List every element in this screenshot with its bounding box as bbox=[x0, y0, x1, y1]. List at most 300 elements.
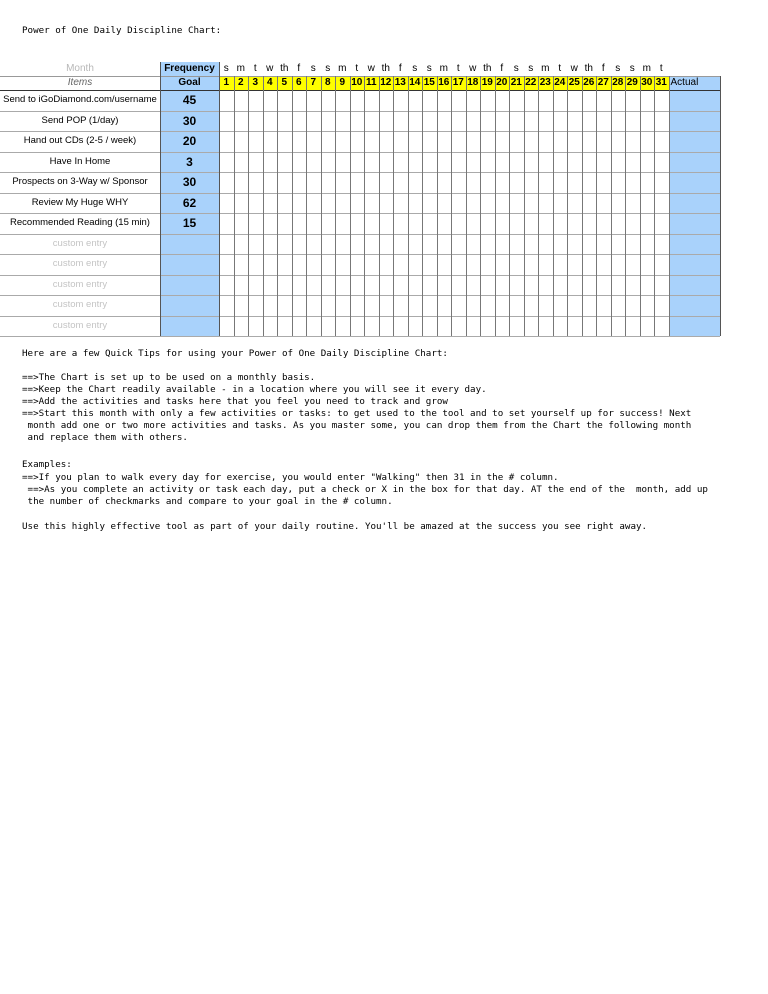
day-checkbox[interactable] bbox=[538, 275, 553, 296]
day-checkbox[interactable] bbox=[654, 172, 669, 193]
day-checkbox[interactable] bbox=[625, 152, 640, 173]
day-checkbox[interactable] bbox=[408, 172, 423, 193]
day-checkbox[interactable] bbox=[408, 111, 423, 132]
day-checkbox[interactable] bbox=[495, 234, 510, 255]
day-checkbox[interactable] bbox=[625, 295, 640, 316]
day-checkbox[interactable] bbox=[611, 213, 626, 234]
day-checkbox[interactable] bbox=[379, 234, 394, 255]
day-checkbox[interactable] bbox=[567, 254, 582, 275]
day-checkbox[interactable] bbox=[393, 131, 408, 152]
day-checkbox[interactable] bbox=[596, 316, 611, 337]
day-checkbox[interactable] bbox=[654, 193, 669, 214]
day-checkbox[interactable] bbox=[553, 275, 568, 296]
day-checkbox[interactable] bbox=[596, 193, 611, 214]
day-checkbox[interactable] bbox=[393, 111, 408, 132]
day-checkbox[interactable] bbox=[219, 131, 234, 152]
day-checkbox[interactable] bbox=[234, 295, 249, 316]
day-checkbox[interactable] bbox=[654, 131, 669, 152]
day-checkbox[interactable] bbox=[451, 90, 466, 111]
day-checkbox[interactable] bbox=[248, 193, 263, 214]
actual-value[interactable] bbox=[669, 295, 721, 316]
day-checkbox[interactable] bbox=[625, 234, 640, 255]
goal-value[interactable] bbox=[160, 275, 219, 296]
day-checkbox[interactable] bbox=[321, 254, 336, 275]
day-checkbox[interactable] bbox=[451, 275, 466, 296]
day-checkbox[interactable] bbox=[495, 193, 510, 214]
day-checkbox[interactable] bbox=[437, 111, 452, 132]
item-label[interactable]: custom entry bbox=[52, 278, 108, 290]
item-label[interactable]: custom entry bbox=[52, 319, 108, 331]
day-checkbox[interactable] bbox=[364, 213, 379, 234]
day-checkbox[interactable] bbox=[553, 152, 568, 173]
day-checkbox[interactable] bbox=[654, 254, 669, 275]
actual-value[interactable] bbox=[669, 234, 721, 255]
day-checkbox[interactable] bbox=[625, 275, 640, 296]
day-checkbox[interactable] bbox=[422, 316, 437, 337]
day-checkbox[interactable] bbox=[277, 295, 292, 316]
day-checkbox[interactable] bbox=[248, 172, 263, 193]
day-checkbox[interactable] bbox=[350, 213, 365, 234]
day-checkbox[interactable] bbox=[306, 131, 321, 152]
day-checkbox[interactable] bbox=[567, 213, 582, 234]
day-checkbox[interactable] bbox=[422, 295, 437, 316]
day-checkbox[interactable] bbox=[611, 193, 626, 214]
item-label[interactable]: custom entry bbox=[52, 299, 108, 310]
day-checkbox[interactable] bbox=[538, 213, 553, 234]
day-checkbox[interactable] bbox=[611, 295, 626, 316]
actual-value[interactable] bbox=[669, 131, 721, 152]
day-checkbox[interactable] bbox=[277, 172, 292, 193]
day-checkbox[interactable] bbox=[335, 90, 350, 111]
day-checkbox[interactable] bbox=[611, 90, 626, 111]
day-checkbox[interactable] bbox=[277, 111, 292, 132]
day-checkbox[interactable] bbox=[306, 90, 321, 111]
day-checkbox[interactable] bbox=[466, 172, 481, 193]
day-checkbox[interactable] bbox=[219, 90, 234, 111]
day-checkbox[interactable] bbox=[611, 152, 626, 173]
day-checkbox[interactable] bbox=[509, 131, 524, 152]
day-checkbox[interactable] bbox=[408, 254, 423, 275]
day-checkbox[interactable] bbox=[451, 152, 466, 173]
goal-value[interactable] bbox=[160, 254, 219, 275]
day-checkbox[interactable] bbox=[379, 275, 394, 296]
actual-value[interactable] bbox=[669, 172, 721, 193]
day-checkbox[interactable] bbox=[466, 275, 481, 296]
day-checkbox[interactable] bbox=[321, 193, 336, 214]
day-checkbox[interactable] bbox=[321, 213, 336, 234]
day-checkbox[interactable] bbox=[480, 131, 495, 152]
day-checkbox[interactable] bbox=[582, 193, 597, 214]
day-checkbox[interactable] bbox=[538, 172, 553, 193]
day-checkbox[interactable] bbox=[321, 152, 336, 173]
day-checkbox[interactable] bbox=[364, 131, 379, 152]
actual-value[interactable] bbox=[669, 111, 721, 132]
day-checkbox[interactable] bbox=[480, 254, 495, 275]
day-checkbox[interactable] bbox=[524, 275, 539, 296]
day-checkbox[interactable] bbox=[393, 90, 408, 111]
day-checkbox[interactable] bbox=[596, 254, 611, 275]
day-checkbox[interactable] bbox=[219, 295, 234, 316]
day-checkbox[interactable] bbox=[393, 316, 408, 337]
day-checkbox[interactable] bbox=[248, 316, 263, 337]
day-checkbox[interactable] bbox=[524, 172, 539, 193]
day-checkbox[interactable] bbox=[335, 316, 350, 337]
day-checkbox[interactable] bbox=[611, 172, 626, 193]
day-checkbox[interactable] bbox=[263, 152, 278, 173]
day-checkbox[interactable] bbox=[321, 90, 336, 111]
day-checkbox[interactable] bbox=[654, 152, 669, 173]
day-checkbox[interactable] bbox=[480, 111, 495, 132]
day-checkbox[interactable] bbox=[408, 316, 423, 337]
day-checkbox[interactable] bbox=[596, 131, 611, 152]
day-checkbox[interactable] bbox=[335, 111, 350, 132]
day-checkbox[interactable] bbox=[234, 172, 249, 193]
day-checkbox[interactable] bbox=[567, 111, 582, 132]
day-checkbox[interactable] bbox=[596, 111, 611, 132]
day-checkbox[interactable] bbox=[582, 234, 597, 255]
day-checkbox[interactable] bbox=[364, 275, 379, 296]
day-checkbox[interactable] bbox=[524, 295, 539, 316]
day-checkbox[interactable] bbox=[350, 193, 365, 214]
item-label[interactable]: Recommended Reading (15 min) bbox=[10, 217, 150, 228]
day-checkbox[interactable] bbox=[277, 316, 292, 337]
day-checkbox[interactable] bbox=[350, 275, 365, 296]
day-checkbox[interactable] bbox=[422, 131, 437, 152]
day-checkbox[interactable] bbox=[234, 316, 249, 337]
day-checkbox[interactable] bbox=[248, 275, 263, 296]
day-checkbox[interactable] bbox=[640, 90, 655, 111]
item-label[interactable]: custom entry bbox=[52, 258, 108, 269]
day-checkbox[interactable] bbox=[495, 316, 510, 337]
day-checkbox[interactable] bbox=[640, 295, 655, 316]
day-checkbox[interactable] bbox=[437, 152, 452, 173]
day-checkbox[interactable] bbox=[350, 295, 365, 316]
day-checkbox[interactable] bbox=[292, 152, 307, 173]
day-checkbox[interactable] bbox=[292, 213, 307, 234]
day-checkbox[interactable] bbox=[422, 90, 437, 111]
day-checkbox[interactable] bbox=[321, 111, 336, 132]
day-checkbox[interactable] bbox=[451, 193, 466, 214]
day-checkbox[interactable] bbox=[495, 111, 510, 132]
day-checkbox[interactable] bbox=[306, 295, 321, 316]
day-checkbox[interactable] bbox=[306, 152, 321, 173]
day-checkbox[interactable] bbox=[596, 295, 611, 316]
day-checkbox[interactable] bbox=[350, 111, 365, 132]
day-checkbox[interactable] bbox=[553, 131, 568, 152]
day-checkbox[interactable] bbox=[596, 213, 611, 234]
item-label[interactable]: Review My Huge WHY bbox=[31, 196, 129, 208]
day-checkbox[interactable] bbox=[524, 90, 539, 111]
day-checkbox[interactable] bbox=[292, 131, 307, 152]
day-checkbox[interactable] bbox=[567, 193, 582, 214]
day-checkbox[interactable] bbox=[263, 131, 278, 152]
goal-value[interactable] bbox=[160, 316, 219, 337]
day-checkbox[interactable] bbox=[379, 131, 394, 152]
day-checkbox[interactable] bbox=[350, 152, 365, 173]
day-checkbox[interactable] bbox=[480, 152, 495, 173]
day-checkbox[interactable] bbox=[553, 193, 568, 214]
day-checkbox[interactable] bbox=[654, 111, 669, 132]
day-checkbox[interactable] bbox=[263, 316, 278, 337]
day-checkbox[interactable] bbox=[364, 254, 379, 275]
day-checkbox[interactable] bbox=[248, 234, 263, 255]
day-checkbox[interactable] bbox=[437, 275, 452, 296]
day-checkbox[interactable] bbox=[654, 234, 669, 255]
item-label[interactable]: Prospects on 3-Way w/ Sponsor bbox=[12, 176, 148, 187]
day-checkbox[interactable] bbox=[611, 131, 626, 152]
day-checkbox[interactable] bbox=[393, 193, 408, 214]
day-checkbox[interactable] bbox=[524, 316, 539, 337]
day-checkbox[interactable] bbox=[582, 254, 597, 275]
day-checkbox[interactable] bbox=[553, 172, 568, 193]
day-checkbox[interactable] bbox=[263, 193, 278, 214]
day-checkbox[interactable] bbox=[321, 172, 336, 193]
day-checkbox[interactable] bbox=[321, 275, 336, 296]
day-checkbox[interactable] bbox=[466, 111, 481, 132]
day-checkbox[interactable] bbox=[625, 213, 640, 234]
day-checkbox[interactable] bbox=[350, 254, 365, 275]
day-checkbox[interactable] bbox=[451, 172, 466, 193]
day-checkbox[interactable] bbox=[422, 111, 437, 132]
day-checkbox[interactable] bbox=[480, 234, 495, 255]
day-checkbox[interactable] bbox=[292, 172, 307, 193]
day-checkbox[interactable] bbox=[248, 152, 263, 173]
day-checkbox[interactable] bbox=[350, 90, 365, 111]
day-checkbox[interactable] bbox=[538, 254, 553, 275]
day-checkbox[interactable] bbox=[277, 234, 292, 255]
day-checkbox[interactable] bbox=[292, 90, 307, 111]
day-checkbox[interactable] bbox=[234, 213, 249, 234]
day-checkbox[interactable] bbox=[466, 295, 481, 316]
item-label[interactable]: Send POP (1/day) bbox=[41, 114, 119, 126]
day-checkbox[interactable] bbox=[263, 234, 278, 255]
day-checkbox[interactable] bbox=[306, 213, 321, 234]
day-checkbox[interactable] bbox=[567, 152, 582, 173]
day-checkbox[interactable] bbox=[509, 172, 524, 193]
day-checkbox[interactable] bbox=[611, 275, 626, 296]
day-checkbox[interactable] bbox=[219, 111, 234, 132]
day-checkbox[interactable] bbox=[640, 131, 655, 152]
day-checkbox[interactable] bbox=[625, 316, 640, 337]
day-checkbox[interactable] bbox=[306, 316, 321, 337]
day-checkbox[interactable] bbox=[524, 213, 539, 234]
day-checkbox[interactable] bbox=[553, 254, 568, 275]
day-checkbox[interactable] bbox=[393, 254, 408, 275]
day-checkbox[interactable] bbox=[524, 254, 539, 275]
day-checkbox[interactable] bbox=[306, 172, 321, 193]
day-checkbox[interactable] bbox=[408, 295, 423, 316]
day-checkbox[interactable] bbox=[393, 275, 408, 296]
day-checkbox[interactable] bbox=[437, 90, 452, 111]
day-checkbox[interactable] bbox=[379, 254, 394, 275]
day-checkbox[interactable] bbox=[422, 213, 437, 234]
day-checkbox[interactable] bbox=[495, 172, 510, 193]
day-checkbox[interactable] bbox=[567, 131, 582, 152]
day-checkbox[interactable] bbox=[277, 275, 292, 296]
day-checkbox[interactable] bbox=[219, 172, 234, 193]
actual-value[interactable] bbox=[669, 152, 721, 173]
item-label[interactable]: Have In Home bbox=[49, 155, 111, 167]
day-checkbox[interactable] bbox=[625, 111, 640, 132]
day-checkbox[interactable] bbox=[654, 275, 669, 296]
goal-value[interactable]: 62 bbox=[160, 193, 219, 214]
day-checkbox[interactable] bbox=[234, 254, 249, 275]
day-checkbox[interactable] bbox=[277, 213, 292, 234]
day-checkbox[interactable] bbox=[219, 254, 234, 275]
day-checkbox[interactable] bbox=[596, 234, 611, 255]
day-checkbox[interactable] bbox=[538, 234, 553, 255]
day-checkbox[interactable] bbox=[466, 213, 481, 234]
day-checkbox[interactable] bbox=[509, 111, 524, 132]
day-checkbox[interactable] bbox=[292, 275, 307, 296]
day-checkbox[interactable] bbox=[480, 316, 495, 337]
day-checkbox[interactable] bbox=[495, 254, 510, 275]
day-checkbox[interactable] bbox=[582, 152, 597, 173]
day-checkbox[interactable] bbox=[625, 193, 640, 214]
day-checkbox[interactable] bbox=[611, 234, 626, 255]
day-checkbox[interactable] bbox=[567, 172, 582, 193]
day-checkbox[interactable] bbox=[306, 111, 321, 132]
day-checkbox[interactable] bbox=[422, 234, 437, 255]
day-checkbox[interactable] bbox=[582, 316, 597, 337]
day-checkbox[interactable] bbox=[553, 234, 568, 255]
day-checkbox[interactable] bbox=[234, 90, 249, 111]
day-checkbox[interactable] bbox=[654, 213, 669, 234]
actual-value[interactable] bbox=[669, 90, 721, 111]
day-checkbox[interactable] bbox=[495, 90, 510, 111]
day-checkbox[interactable] bbox=[379, 213, 394, 234]
day-checkbox[interactable] bbox=[408, 275, 423, 296]
goal-value[interactable]: 15 bbox=[160, 213, 219, 234]
actual-value[interactable] bbox=[669, 275, 721, 296]
day-checkbox[interactable] bbox=[451, 111, 466, 132]
day-checkbox[interactable] bbox=[524, 152, 539, 173]
day-checkbox[interactable] bbox=[509, 254, 524, 275]
day-checkbox[interactable] bbox=[263, 254, 278, 275]
day-checkbox[interactable] bbox=[538, 295, 553, 316]
day-checkbox[interactable] bbox=[335, 131, 350, 152]
day-checkbox[interactable] bbox=[248, 254, 263, 275]
day-checkbox[interactable] bbox=[567, 316, 582, 337]
day-checkbox[interactable] bbox=[408, 213, 423, 234]
day-checkbox[interactable] bbox=[640, 254, 655, 275]
day-checkbox[interactable] bbox=[640, 275, 655, 296]
day-checkbox[interactable] bbox=[509, 316, 524, 337]
day-checkbox[interactable] bbox=[350, 172, 365, 193]
day-checkbox[interactable] bbox=[263, 90, 278, 111]
day-checkbox[interactable] bbox=[437, 316, 452, 337]
item-label[interactable]: Send to iGoDiamond.com/username bbox=[3, 94, 157, 105]
day-checkbox[interactable] bbox=[263, 275, 278, 296]
day-checkbox[interactable] bbox=[567, 234, 582, 255]
day-checkbox[interactable] bbox=[234, 152, 249, 173]
day-checkbox[interactable] bbox=[292, 316, 307, 337]
day-checkbox[interactable] bbox=[625, 172, 640, 193]
day-checkbox[interactable] bbox=[509, 90, 524, 111]
day-checkbox[interactable] bbox=[466, 152, 481, 173]
day-checkbox[interactable] bbox=[654, 295, 669, 316]
day-checkbox[interactable] bbox=[335, 275, 350, 296]
day-checkbox[interactable] bbox=[248, 295, 263, 316]
day-checkbox[interactable] bbox=[466, 234, 481, 255]
day-checkbox[interactable] bbox=[480, 213, 495, 234]
day-checkbox[interactable] bbox=[625, 254, 640, 275]
day-checkbox[interactable] bbox=[553, 316, 568, 337]
day-checkbox[interactable] bbox=[480, 295, 495, 316]
day-checkbox[interactable] bbox=[596, 152, 611, 173]
day-checkbox[interactable] bbox=[422, 254, 437, 275]
day-checkbox[interactable] bbox=[451, 213, 466, 234]
day-checkbox[interactable] bbox=[248, 90, 263, 111]
day-checkbox[interactable] bbox=[654, 90, 669, 111]
day-checkbox[interactable] bbox=[466, 193, 481, 214]
day-checkbox[interactable] bbox=[321, 131, 336, 152]
item-label[interactable]: Hand out CDs (2-5 / week) bbox=[23, 135, 137, 146]
day-checkbox[interactable] bbox=[306, 275, 321, 296]
day-checkbox[interactable] bbox=[408, 193, 423, 214]
day-checkbox[interactable] bbox=[524, 234, 539, 255]
actual-value[interactable] bbox=[669, 316, 721, 337]
day-checkbox[interactable] bbox=[350, 131, 365, 152]
day-checkbox[interactable] bbox=[437, 193, 452, 214]
goal-value[interactable]: 30 bbox=[160, 172, 219, 193]
day-checkbox[interactable] bbox=[379, 111, 394, 132]
day-checkbox[interactable] bbox=[509, 152, 524, 173]
day-checkbox[interactable] bbox=[422, 275, 437, 296]
day-checkbox[interactable] bbox=[364, 316, 379, 337]
day-checkbox[interactable] bbox=[321, 295, 336, 316]
day-checkbox[interactable] bbox=[248, 111, 263, 132]
day-checkbox[interactable] bbox=[277, 152, 292, 173]
day-checkbox[interactable] bbox=[509, 295, 524, 316]
day-checkbox[interactable] bbox=[553, 111, 568, 132]
day-checkbox[interactable] bbox=[335, 213, 350, 234]
day-checkbox[interactable] bbox=[466, 316, 481, 337]
day-checkbox[interactable] bbox=[480, 193, 495, 214]
day-checkbox[interactable] bbox=[437, 213, 452, 234]
day-checkbox[interactable] bbox=[582, 275, 597, 296]
day-checkbox[interactable] bbox=[582, 131, 597, 152]
day-checkbox[interactable] bbox=[321, 316, 336, 337]
day-checkbox[interactable] bbox=[379, 90, 394, 111]
day-checkbox[interactable] bbox=[640, 234, 655, 255]
day-checkbox[interactable] bbox=[538, 152, 553, 173]
day-checkbox[interactable] bbox=[640, 193, 655, 214]
actual-value[interactable] bbox=[669, 213, 721, 234]
day-checkbox[interactable] bbox=[451, 131, 466, 152]
day-checkbox[interactable] bbox=[437, 254, 452, 275]
day-checkbox[interactable] bbox=[538, 90, 553, 111]
day-checkbox[interactable] bbox=[364, 90, 379, 111]
day-checkbox[interactable] bbox=[263, 213, 278, 234]
day-checkbox[interactable] bbox=[466, 254, 481, 275]
day-checkbox[interactable] bbox=[611, 111, 626, 132]
day-checkbox[interactable] bbox=[248, 213, 263, 234]
day-checkbox[interactable] bbox=[509, 234, 524, 255]
day-checkbox[interactable] bbox=[466, 90, 481, 111]
day-checkbox[interactable] bbox=[495, 131, 510, 152]
day-checkbox[interactable] bbox=[582, 172, 597, 193]
day-checkbox[interactable] bbox=[480, 90, 495, 111]
day-checkbox[interactable] bbox=[582, 90, 597, 111]
day-checkbox[interactable] bbox=[379, 316, 394, 337]
day-checkbox[interactable] bbox=[582, 295, 597, 316]
day-checkbox[interactable] bbox=[509, 213, 524, 234]
goal-value[interactable] bbox=[160, 234, 219, 255]
day-checkbox[interactable] bbox=[408, 90, 423, 111]
day-checkbox[interactable] bbox=[364, 111, 379, 132]
day-checkbox[interactable] bbox=[292, 254, 307, 275]
